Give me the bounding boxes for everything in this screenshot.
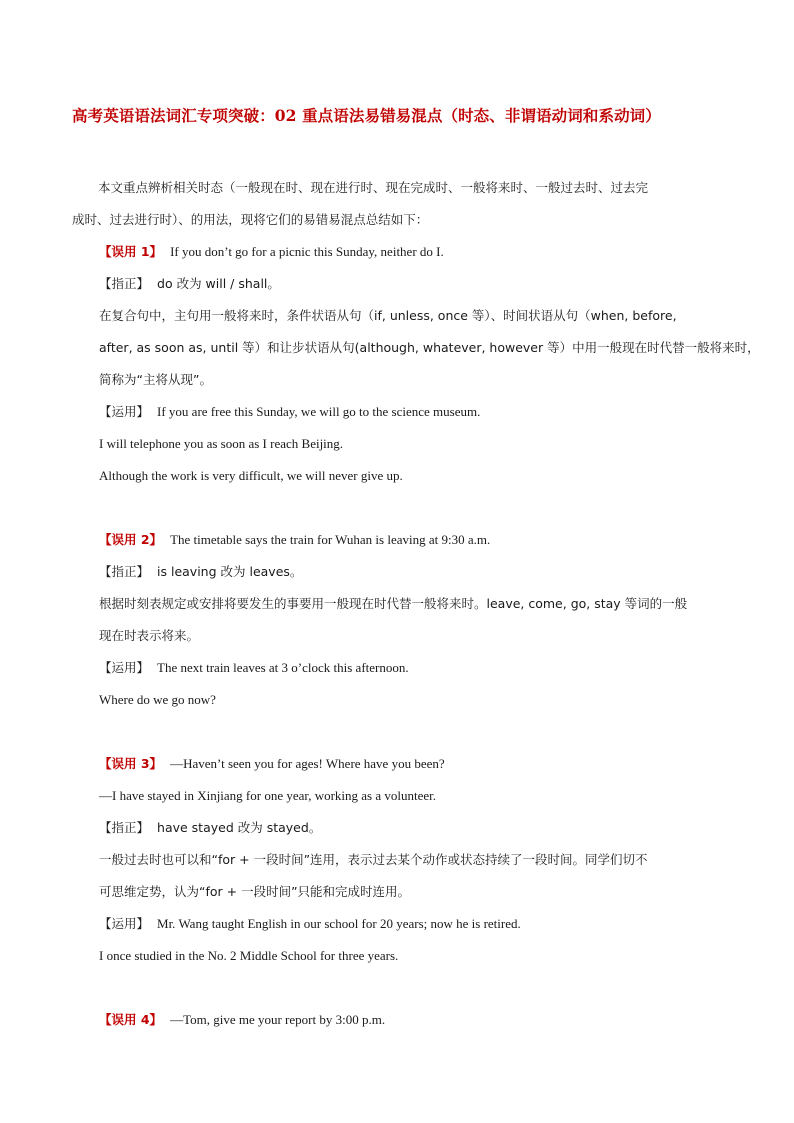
- wrong-usage-sentence: —Haven’t seen you for ages! Where have you been?: [170, 756, 445, 771]
- wrong-usage-sentence: The timetable says the train for Wuhan is leaving at 9:30 a.m.: [170, 532, 491, 547]
- explanation-line: 现在时表示将来。: [99, 628, 200, 643]
- explanation-line: 可思维定势，认为“for + 一段时间”只能和完成时连用。: [99, 884, 411, 899]
- section-gap: [99, 972, 722, 1004]
- usage-sentence: Where do we go now?: [99, 692, 216, 707]
- wrong-usage-2: [99, 524, 722, 556]
- wrong-usage-label: 【误用 1】: [99, 244, 163, 259]
- explanation-line: 在复合句中，主句用一般将来时，条件状语从句（if, unless, once 等）、时间状语从句（when, before,: [99, 308, 677, 323]
- correction-label: 【指正】: [99, 276, 150, 291]
- usage-2: [99, 652, 722, 684]
- section-gap: [99, 492, 722, 524]
- wrong-usage-4: [99, 1004, 722, 1036]
- document-title: 高考英语语法词汇专项突破：02 重点语法易错易混点（时态、非谓语动词和系动词）: [72, 106, 661, 125]
- explanation-line: after, as soon as, until 等）和让步状语从句(although, whatever, however 等）中用一般现在时代替一般将来时，: [99, 340, 760, 355]
- wrong-usage-sentence: If you don’t go for a picnic this Sunday, neither do I.: [170, 244, 444, 259]
- intro-paragraph-line: 本文重点辨析相关时态（一般现在时、现在进行时、现在完成时、一般将来时、一般过去时、过去完: [98, 180, 649, 195]
- usage-sentence: The next train leaves at 3 o’clock this afternoon.: [157, 660, 409, 675]
- correction-text: have stayed 改为 stayed。: [157, 820, 322, 835]
- wrong-usage-1: [99, 236, 722, 268]
- wrong-usage-sentence: —Tom, give me your report by 3:00 p.m.: [170, 1012, 386, 1027]
- document-body: [72, 172, 760, 1036]
- usage-label: 【运用】: [99, 916, 150, 931]
- wrong-usage-3: [99, 748, 722, 780]
- correction-1: [99, 268, 722, 300]
- usage-sentence: I will telephone you as soon as I reach Beijing.: [99, 436, 344, 451]
- correction-label: 【指正】: [99, 820, 150, 835]
- usage-sentence: Mr. Wang taught English in our school for 20 years; now he is retired.: [157, 916, 521, 931]
- usage-sentence: If you are free this Sunday, we will go to the science museum.: [157, 404, 481, 419]
- correction-text: is leaving 改为 leaves。: [157, 564, 303, 579]
- explanation-line: 简称为“主将从现”。: [99, 372, 212, 387]
- usage-label: 【运用】: [99, 404, 150, 419]
- usage-1: [99, 396, 722, 428]
- usage-label: 【运用】: [99, 660, 150, 675]
- correction-3: [99, 812, 722, 844]
- wrong-usage-sentence: —I have stayed in Xinjiang for one year, working as a volunteer.: [99, 788, 437, 803]
- intro-paragraph-line: 成时、过去进行时）、的用法，现将它们的易错易混点总结如下：: [72, 212, 429, 227]
- correction-text: do 改为 will / shall。: [157, 276, 280, 291]
- usage-3: [99, 908, 722, 940]
- usage-sentence: Although the work is very difficult, we will never give up.: [99, 468, 403, 483]
- usage-sentence: I once studied in the No. 2 Middle School for three years.: [99, 948, 399, 963]
- wrong-usage-label: 【误用 3】: [99, 756, 163, 771]
- correction-label: 【指正】: [99, 564, 150, 579]
- section-gap: [99, 716, 722, 748]
- explanation-line: 一般过去时也可以和“for + 一段时间”连用，表示过去某个动作或状态持续了一段时间。同学们切不: [99, 852, 648, 867]
- wrong-usage-label: 【误用 2】: [99, 532, 163, 547]
- explanation-line: 根据时刻表规定或安排将要发生的事要用一般现在时代替一般将来时。leave, come, go, stay 等词的一般: [99, 596, 688, 611]
- wrong-usage-label: 【误用 4】: [99, 1012, 163, 1027]
- correction-2: [99, 556, 722, 588]
